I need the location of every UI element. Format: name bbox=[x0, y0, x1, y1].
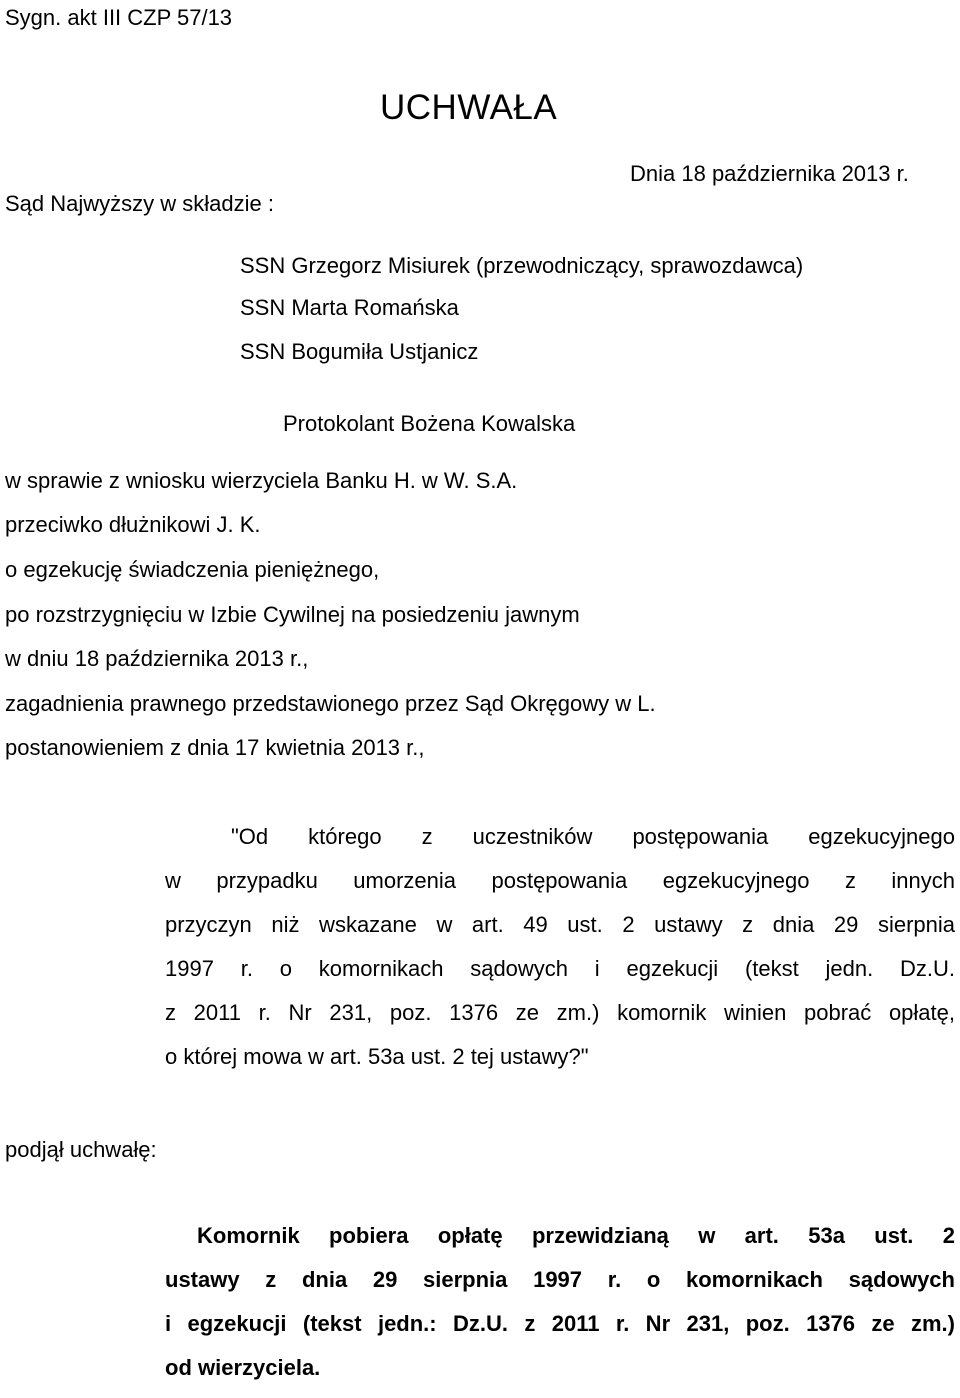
question-line: z 2011 r. Nr 231, poz. 1376 ze zm.) komornik winien pobrać opłatę, bbox=[165, 1000, 955, 1025]
question-line: "Od którego z uczestników postępowania egzekucyjnego bbox=[231, 824, 955, 849]
judge-line: SSN Marta Romańska bbox=[240, 295, 459, 320]
legal-question bbox=[165, 823, 955, 1087]
case-line: zagadnienia prawnego przedstawionego przez Sąd Okręgowy w L. bbox=[5, 691, 656, 716]
court-composition-label: Sąd Najwyższy w składzie : bbox=[5, 191, 274, 216]
case-line: o egzekucję świadczenia pieniężnego, bbox=[5, 557, 380, 582]
question-line: o której mowa w art. 53a ust. 2 tej ustawy?" bbox=[165, 1044, 589, 1069]
resolution-line: ustawy z dnia 29 sierpnia 1997 r. o komornikach sądowych bbox=[165, 1267, 955, 1292]
question-line: 1997 r. o komornikach sądowych i egzekucji (tekst jedn. Dz.U. bbox=[165, 956, 955, 981]
resolution-line: Komornik pobiera opłatę przewidzianą w art. 53a ust. 2 bbox=[197, 1223, 955, 1248]
case-line: po rozstrzygnięciu w Izbie Cywilnej na posiedzeniu jawnym bbox=[5, 602, 580, 627]
judge-line: SSN Grzegorz Misiurek (przewodniczący, sprawozdawca) bbox=[240, 253, 804, 278]
document-date: Dnia 18 października 2013 r. bbox=[630, 161, 909, 186]
resolution-intro: podjął uchwałę: bbox=[5, 1137, 157, 1162]
document-title: UCHWAŁA bbox=[380, 88, 558, 127]
case-line: w sprawie z wniosku wierzyciela Banku H. w W. S.A. bbox=[5, 468, 518, 493]
resolution-text bbox=[165, 1222, 955, 1398]
resolution-line: od wierzyciela. bbox=[165, 1355, 321, 1380]
case-line: w dniu 18 października 2013 r., bbox=[5, 646, 309, 671]
case-number: Sygn. akt III CZP 57/13 bbox=[5, 5, 233, 30]
case-line: przeciwko dłużnikowi J. K. bbox=[5, 512, 261, 537]
case-line: postanowieniem z dnia 17 kwietnia 2013 r., bbox=[5, 735, 425, 760]
question-line: przyczyn niż wskazane w art. 49 ust. 2 ustawy z dnia 29 sierpnia bbox=[165, 912, 955, 937]
question-line: w przypadku umorzenia postępowania egzekucyjnego z innych bbox=[165, 868, 955, 893]
resolution-line: i egzekucji (tekst jedn.: Dz.U. z 2011 r. Nr 231, poz. 1376 ze zm.) bbox=[165, 1311, 955, 1336]
judge-line: SSN Bogumiła Ustjanicz bbox=[240, 339, 479, 364]
clerk-line: Protokolant Bożena Kowalska bbox=[283, 411, 576, 436]
